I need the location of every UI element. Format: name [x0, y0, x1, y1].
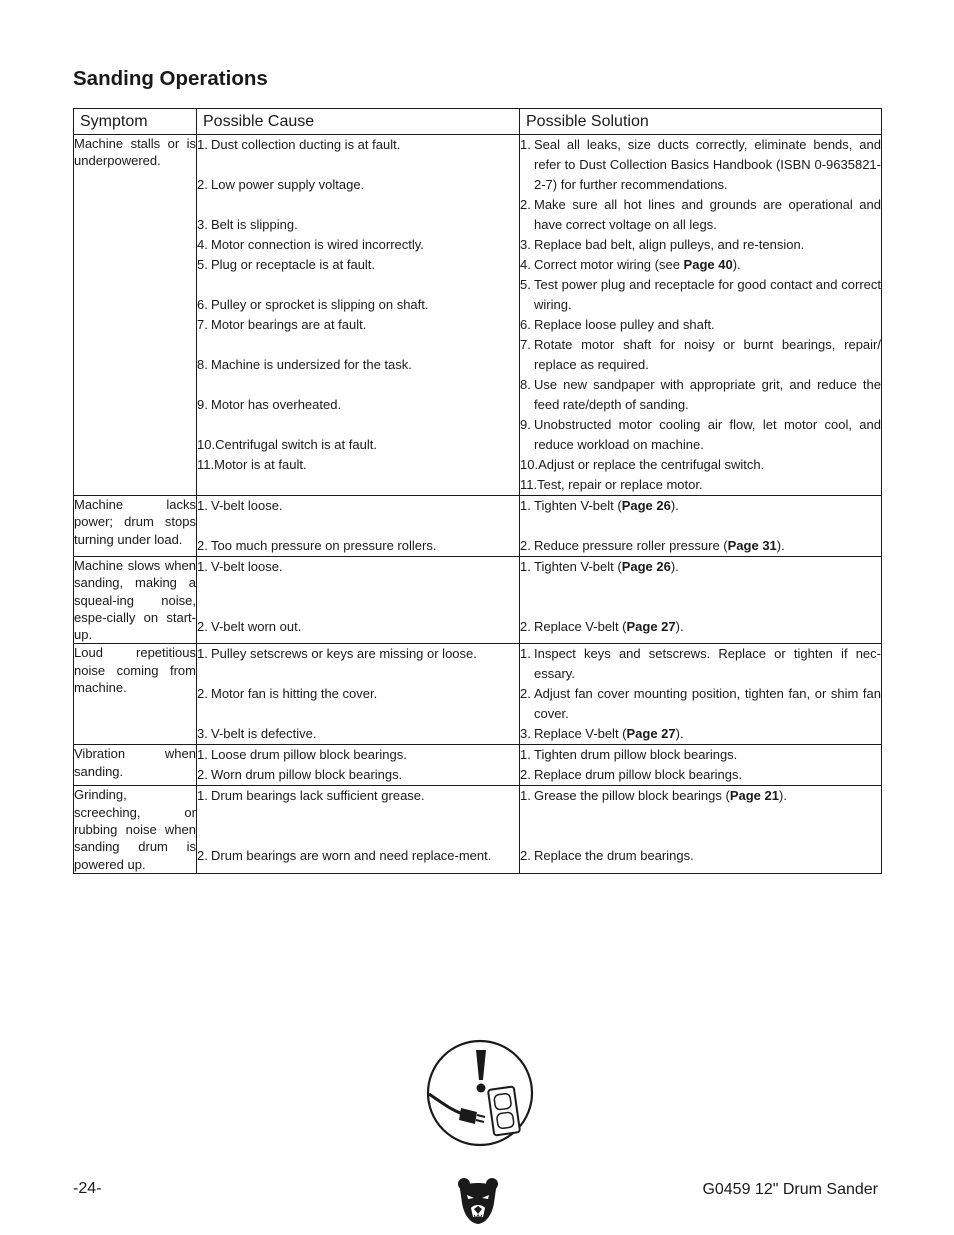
- solution-item: [520, 415, 881, 455]
- cause-text: [211, 355, 519, 375]
- cause-text: [211, 255, 519, 275]
- item-number: 2.: [520, 538, 531, 553]
- item-text: Pulley setscrews or keys are missing or loose.: [211, 646, 477, 662]
- cause-item: [197, 786, 519, 806]
- item-text: Tighten V-belt (: [534, 559, 622, 574]
- page-reference: Page 26: [621, 498, 671, 513]
- cause-item: [197, 215, 519, 235]
- cause-text: [215, 435, 519, 455]
- solution-cell: [520, 496, 882, 557]
- solution-item: [520, 315, 881, 335]
- item-text-end: ).: [778, 788, 787, 804]
- solution-text: [534, 724, 881, 744]
- cause-text: [211, 724, 519, 744]
- spacer: [197, 516, 519, 536]
- item-text: Seal all leaks, size ducts correctly, eliminate bends, and refer to Dust Collection Basics Handbook (ISBN 0-9635821-2-7) for further recommendations.: [534, 137, 881, 192]
- item-number: 1.: [197, 646, 208, 662]
- item-number: 1.: [197, 137, 208, 152]
- item-text: Plug or receptacle is at fault.: [211, 257, 376, 272]
- item-text: V-belt loose.: [211, 559, 283, 574]
- solution-text: [534, 275, 881, 315]
- item-text: Pulley or sprocket is slipping on shaft.: [211, 297, 429, 312]
- item-text: Dust collection ducting is at fault.: [211, 137, 401, 152]
- solution-item: [520, 684, 881, 724]
- solution-text: [538, 455, 881, 475]
- item-number: 2.: [520, 686, 531, 702]
- item-number: 6.: [520, 317, 531, 332]
- symptom-cell: Grinding, screeching, or rubbing noise when sanding drum is powered up.: [74, 787, 196, 872]
- cause-item: [197, 255, 519, 275]
- spacer: [520, 826, 881, 846]
- spacer: [197, 155, 519, 175]
- cause-item: [197, 496, 519, 516]
- solution-text: [534, 496, 881, 516]
- cause-item: [197, 617, 519, 637]
- page-number: -24-: [73, 1180, 102, 1197]
- cause-text: [211, 496, 519, 516]
- item-number: 2.: [197, 177, 208, 192]
- page-reference: Page 27: [626, 619, 676, 634]
- item-number: 4.: [197, 237, 208, 252]
- item-number: 2.: [520, 767, 531, 783]
- table-row: [74, 786, 882, 873]
- solution-item: [520, 745, 881, 765]
- item-number: 2.: [520, 197, 531, 212]
- solution-item: [520, 724, 881, 744]
- solution-text: [534, 235, 881, 255]
- solution-item: [520, 496, 881, 516]
- solution-item: [520, 455, 881, 475]
- page-reference: Page 31: [727, 538, 777, 553]
- symptom-cell: Machine stalls or is underpowered.: [74, 135, 197, 496]
- item-number: 9.: [520, 417, 531, 432]
- item-number: 2.: [520, 848, 531, 864]
- item-text: Too much pressure on pressure rollers.: [211, 538, 437, 553]
- spacer: [197, 195, 519, 215]
- item-text: Worn drum pillow block bearings.: [211, 767, 403, 783]
- cause-cell: [197, 786, 520, 873]
- spacer: [197, 335, 519, 355]
- cause-cell: [197, 745, 520, 786]
- cause-item: [197, 395, 519, 415]
- item-number: 1.: [197, 788, 208, 804]
- cause-text: [214, 455, 519, 475]
- item-text: Replace the drum bearings.: [534, 848, 694, 864]
- solution-text: [534, 315, 881, 335]
- item-number: 3.: [197, 726, 208, 742]
- solution-text: [534, 846, 881, 866]
- header-symptom: Symptom: [74, 109, 197, 135]
- item-number: 1.: [520, 646, 531, 662]
- cause-item: [197, 315, 519, 335]
- spacer: [520, 806, 881, 826]
- cause-text: [211, 557, 519, 577]
- bear-logo-icon: [456, 1175, 500, 1225]
- item-number: 8.: [197, 357, 208, 372]
- item-text: Motor has overheated.: [211, 397, 342, 412]
- item-text-end: ).: [675, 726, 684, 742]
- cause-text: [211, 215, 519, 235]
- solution-text: [534, 644, 881, 684]
- solution-item: [520, 255, 881, 275]
- table-row: [74, 557, 882, 644]
- page-reference: Page 21: [729, 788, 779, 804]
- solution-text: [534, 786, 881, 806]
- item-number: 1.: [520, 498, 531, 513]
- item-text: Motor bearings are at fault.: [211, 317, 367, 332]
- item-number: 2.: [197, 686, 208, 702]
- table-header-row: [74, 109, 882, 135]
- solution-text: [534, 415, 881, 455]
- item-number: 2.: [520, 619, 531, 634]
- item-number: 7.: [520, 337, 531, 352]
- spacer: [197, 704, 519, 724]
- item-text: Replace V-belt (: [534, 726, 627, 742]
- item-text: Test power plug and receptacle for good contact and correct wiring.: [534, 277, 881, 312]
- cause-item: [197, 295, 519, 315]
- cause-item: [197, 684, 519, 704]
- solution-text: [534, 195, 881, 235]
- symptom-cell: Machine slows when sanding, making a squeal-ing noise, espe-cially on start-up.: [74, 558, 196, 643]
- solution-item: [520, 335, 881, 375]
- cause-text: [211, 745, 519, 765]
- item-number: 3.: [197, 217, 208, 232]
- spacer: [197, 664, 519, 684]
- item-text: Make sure all hot lines and grounds are operational and have correct voltage on all legs.: [534, 197, 881, 232]
- item-text: Rotate motor shaft for noisy or burnt bearings, repair/ replace as required.: [534, 337, 881, 372]
- solution-item: [520, 644, 881, 684]
- item-number: 1.: [197, 559, 208, 574]
- cause-item: [197, 135, 519, 155]
- solution-text: [534, 536, 881, 556]
- item-text: Replace loose pulley and shaft.: [534, 317, 715, 332]
- spacer: [197, 375, 519, 395]
- item-text: V-belt is defective.: [211, 726, 317, 742]
- item-text: Adjust or replace the centrifugal switch.: [538, 457, 765, 472]
- item-number: 1.: [197, 498, 208, 513]
- solution-text: [534, 375, 881, 415]
- item-number: 11.: [197, 457, 215, 472]
- item-text: Grease the pillow block bearings (: [534, 788, 730, 804]
- cause-text: [211, 846, 519, 866]
- header-cause: Possible Cause: [197, 109, 520, 135]
- table-body: [74, 135, 882, 874]
- header-solution: Possible Solution: [520, 109, 882, 135]
- spacer: [520, 516, 881, 536]
- item-number: 9.: [197, 397, 208, 412]
- spacer: [197, 275, 519, 295]
- cause-item: [197, 235, 519, 255]
- cause-text: [211, 644, 519, 664]
- page-reference: Page 40: [683, 257, 733, 272]
- solution-item: [520, 786, 881, 806]
- cause-item: [197, 557, 519, 577]
- item-number: 5.: [520, 277, 531, 292]
- spacer: [197, 826, 519, 846]
- item-number: 4.: [520, 257, 531, 272]
- spacer: [197, 597, 519, 617]
- page-reference: Page 27: [626, 726, 676, 742]
- cause-cell: [197, 644, 520, 745]
- table-row: [74, 745, 882, 786]
- troubleshooting-table: [73, 108, 882, 874]
- solution-item: [520, 375, 881, 415]
- solution-text: [534, 745, 881, 765]
- cause-item: [197, 536, 519, 556]
- item-number: 2.: [197, 848, 208, 864]
- item-number: 1.: [520, 137, 531, 152]
- cause-text: [211, 315, 519, 335]
- item-text: Drum bearings are worn and need replace-ment.: [211, 848, 492, 864]
- cause-cell: [197, 496, 520, 557]
- item-text: Drum bearings lack sufficient grease.: [211, 788, 425, 804]
- item-number: 1.: [520, 788, 531, 804]
- item-text: Low power supply voltage.: [211, 177, 365, 192]
- spacer: [520, 597, 881, 617]
- item-number: 3.: [520, 237, 531, 252]
- item-number: 1.: [520, 747, 531, 763]
- item-number: 1.: [520, 559, 531, 574]
- cause-item: [197, 435, 519, 455]
- cause-item: [197, 846, 519, 866]
- cause-item: [197, 355, 519, 375]
- item-text: Belt is slipping.: [211, 217, 298, 232]
- item-text: Motor fan is hitting the cover.: [211, 686, 378, 702]
- cause-item: [197, 175, 519, 195]
- item-text-end: ).: [776, 538, 785, 553]
- item-text: Replace V-belt (: [534, 619, 627, 634]
- solution-cell: [520, 786, 882, 873]
- cause-text: [211, 786, 519, 806]
- item-number: 2.: [197, 619, 208, 634]
- solution-item: [520, 275, 881, 315]
- item-text: Loose drum pillow block bearings.: [211, 747, 407, 763]
- cause-item: [197, 765, 519, 785]
- page-title: Sanding Operations: [73, 67, 268, 90]
- cause-item: [197, 724, 519, 744]
- cause-text: [211, 617, 519, 637]
- solution-text: [534, 557, 881, 577]
- item-number: 7.: [197, 317, 208, 332]
- solution-item: [520, 765, 881, 785]
- item-text: Motor is at fault.: [214, 457, 307, 472]
- item-text-end: ).: [732, 257, 741, 272]
- item-number: 2.: [197, 538, 208, 553]
- cause-text: [211, 765, 519, 785]
- cause-text: [211, 295, 519, 315]
- spacer: [197, 806, 519, 826]
- item-text: Correct motor wiring (see: [534, 257, 684, 272]
- table-row: [74, 496, 882, 557]
- spacer: [520, 577, 881, 597]
- solution-text: [534, 255, 881, 275]
- item-text: V-belt worn out.: [211, 619, 302, 634]
- spacer: [197, 415, 519, 435]
- item-text-end: ).: [670, 498, 679, 513]
- item-number: 6.: [197, 297, 208, 312]
- solution-text: [534, 684, 881, 724]
- cause-item: [197, 644, 519, 664]
- item-number: 10.: [520, 457, 539, 472]
- solution-cell: [520, 644, 882, 745]
- symptom-cell: Vibration when sanding.: [74, 745, 197, 786]
- cause-text: [211, 684, 519, 704]
- item-number: 11.: [520, 477, 538, 492]
- solution-item: [520, 475, 881, 495]
- cause-cell: [197, 135, 520, 496]
- electrical-warning-icon: [425, 1038, 535, 1148]
- table-row: [74, 135, 882, 496]
- item-text: Adjust fan cover mounting position, tighten fan, or shim fan cover.: [534, 686, 881, 722]
- solution-text: [534, 765, 881, 785]
- cause-item: [197, 745, 519, 765]
- solution-item: [520, 557, 881, 577]
- model-name: G0459 12" Drum Sander: [702, 1181, 878, 1198]
- item-number: 10.: [197, 437, 216, 452]
- item-text: Replace bad belt, align pulleys, and re-tension.: [534, 237, 805, 252]
- table-row: [74, 644, 882, 745]
- item-text: Reduce pressure roller pressure (: [534, 538, 728, 553]
- cause-cell: [197, 557, 520, 644]
- item-number: 8.: [520, 377, 531, 392]
- solution-cell: [520, 557, 882, 644]
- item-text-end: ).: [675, 619, 684, 634]
- symptom-cell: Loud repetitious noise coming from machine.: [74, 644, 197, 745]
- cause-text: [211, 395, 519, 415]
- item-number: 2.: [197, 767, 208, 783]
- item-text: Test, repair or replace motor.: [537, 477, 703, 492]
- item-number: 3.: [520, 726, 531, 742]
- solution-item: [520, 135, 881, 195]
- solution-cell: [520, 745, 882, 786]
- solution-text: [534, 135, 881, 195]
- item-text-end: ).: [670, 559, 679, 574]
- cause-item: [197, 455, 519, 475]
- solution-item: [520, 536, 881, 556]
- item-text: Tighten drum pillow block bearings.: [534, 747, 738, 763]
- item-number: 1.: [197, 747, 208, 763]
- item-text: V-belt loose.: [211, 498, 283, 513]
- solution-text: [534, 617, 881, 637]
- item-text: Replace drum pillow block bearings.: [534, 767, 743, 783]
- symptom-cell: Machine lacks power; drum stops turning under load.: [74, 496, 197, 557]
- spacer: [197, 577, 519, 597]
- item-text: Motor connection is wired incorrectly.: [211, 237, 424, 252]
- cause-text: [211, 135, 519, 155]
- item-text: Use new sandpaper with appropriate grit, and reduce the feed rate/depth of sanding.: [534, 377, 881, 412]
- cause-text: [211, 175, 519, 195]
- solution-text: [534, 335, 881, 375]
- solution-item: [520, 846, 881, 866]
- cause-text: [211, 536, 519, 556]
- cause-text: [211, 235, 519, 255]
- item-text: Unobstructed motor cooling air flow, let motor cool, and reduce workload on machine.: [534, 417, 881, 452]
- solution-item: [520, 617, 881, 637]
- solution-text: [537, 475, 881, 495]
- solution-item: [520, 235, 881, 255]
- item-text: Tighten V-belt (: [534, 498, 622, 513]
- item-text: Inspect keys and setscrews. Replace or tighten if nec-essary.: [534, 646, 881, 682]
- solution-cell: [520, 135, 882, 496]
- item-text: Centrifugal switch is at fault.: [215, 437, 377, 452]
- item-text: Machine is undersized for the task.: [211, 357, 412, 372]
- page-reference: Page 26: [621, 559, 671, 574]
- solution-item: [520, 195, 881, 235]
- item-number: 5.: [197, 257, 208, 272]
